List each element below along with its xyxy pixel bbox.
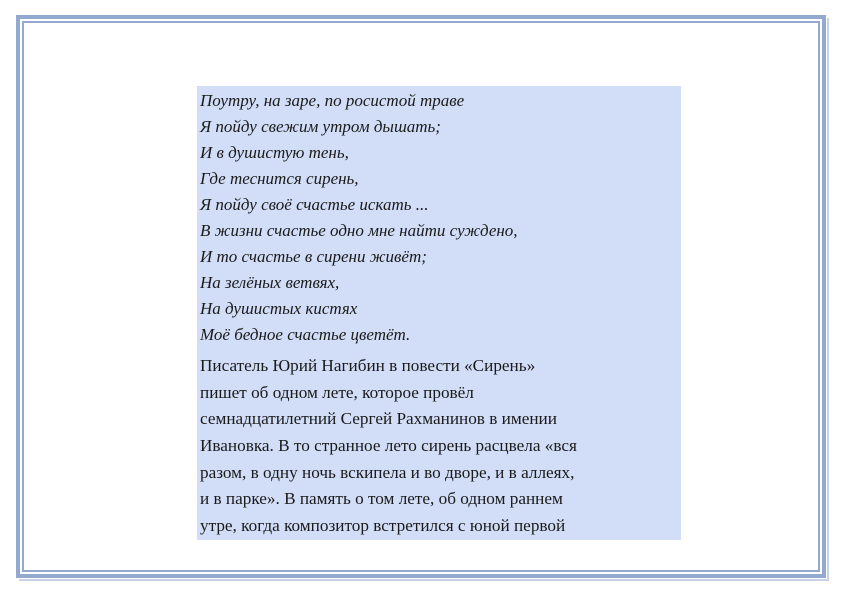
prose-paragraph xyxy=(200,353,681,540)
prose-line-3: семнадцатилетний Сергей Рахманинов в имении xyxy=(200,409,557,429)
text-box xyxy=(197,86,681,540)
prose-line-1: Писатель Юрий Нагибин в повести «Сирень» xyxy=(200,356,536,375)
prose-line-6: и в парке». В память о том лете, об одном раннем xyxy=(200,489,563,509)
poem-line-2: Я пойду свежим утром дышать; xyxy=(200,117,441,136)
poem-line-4: Где теснится сирень, xyxy=(200,169,359,188)
poem-line-6: В жизни счастье одно мне найти суждено, xyxy=(200,221,518,240)
prose-line-5: разом, в одну ночь вскипела и во дворе, и в аллеях, xyxy=(200,462,575,482)
prose-line-2: пишет об одном лете, которое провёл xyxy=(200,382,474,402)
poem-line-10: Моё бедное счастье цветёт. xyxy=(200,325,411,344)
poem-line-9: На душистых кистях xyxy=(200,299,358,318)
poem-block xyxy=(200,88,681,348)
poem-line-8: На зелёных ветвях, xyxy=(200,273,340,292)
prose-line-7: утре, когда композитор встретился с юной первой xyxy=(200,516,566,536)
poem-line-7: И то счастье в сирени живёт; xyxy=(200,247,427,266)
poem-line-3: И в душистую тень, xyxy=(200,143,349,162)
prose-line-4: Ивановка. В то странное лето сирень расцвела «вся xyxy=(200,436,577,456)
poem-line-1: Поутру, на заре, по росистой траве xyxy=(200,91,465,110)
poem-line-5: Я пойду своё счастье искать ... xyxy=(200,195,429,214)
